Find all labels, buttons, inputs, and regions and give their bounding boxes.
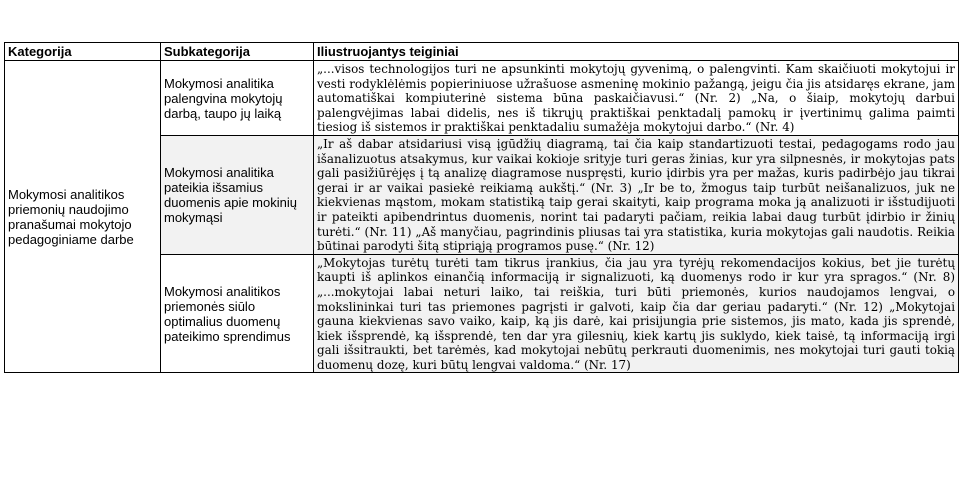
header-category: Kategorija	[5, 43, 161, 61]
table-header-row	[5, 43, 959, 61]
statement-cell: „Mokytojas turėtų turėti tam tikrus įrankius, čia jau yra tyrėjų rekomendacijos kokius, bet jie turėtų kaupti iš aplinkos einančią informaciją ir signalizuoti, ką duomenys rodo ir kur yra spragos.“ (Nr. 8) „...mokytojai labai neturi laiko, tai reiškia, turi būti priemonės, kurios naudojamos lengvai, o mokslininkai turi tas priemones pagrįsti ir galvoti, kaip čia dar geriau padaryti.“ (Nr. 12) „Mokytojai gauna kiekvienas savo vaiko, kaip, ką jis darė, kai prisijungia prie sistemos, jis mato, kada jis sprendė, kiek išsprendė, ką išsprendė, ten dar yra gilesnių, kiek kartų jis suklydo, kiek taisė, tą informaciją irgi gali išsitraukti, bet tarėmės, kad mokytojai nebūtų perkrauti duomenimis, nes mokytojai turi gauti tokią duomenų dozę, kuri būtų lengvai valdoma.“ (Nr. 17)	[314, 254, 959, 373]
statement-cell: „...visos technologijos turi ne apsunkinti mokytojų gyvenimą, o palengvinti. Kam skaičiuoti mokytojui ir vesti rodyklėlėmis popieriniuose užrašuose asmeninę mokinio pažangą, jeigu čia jis atsidaręs ekrane, jam automatiškai kompiuterinė sistema būna paskaičiavusi.“ (Nr. 2) „Na, o šiaip, mokytojų darbui palengvėjimas labai didelis, nes iš tikrųjų praktiškai penktadalį pamokų ir įvertinimų galima paimti tiesiog iš sistemos ir praktiškai penktadaliu sumažėja mokytojui darbo.“ (Nr. 4)	[314, 61, 959, 136]
header-subcategory: Subkategorija	[161, 43, 314, 61]
category-cell: Mokymosi analitikos priemonių naudojimo pranašumai mokytojo pedagoginiame darbe	[5, 61, 161, 373]
subcategory-cell: Mokymosi analitikos priemonės siūlo optimalius duomenų pateikimo sprendimus	[161, 254, 314, 373]
table-row	[5, 61, 959, 136]
subcategory-cell: Mokymosi analitika pateikia išsamius duomenis apie mokinių mokymąsi	[161, 135, 314, 254]
statements-table-container	[4, 42, 958, 373]
header-statements: Iliustruojantys teiginiai	[314, 43, 959, 61]
statements-table	[4, 42, 959, 373]
subcategory-cell: Mokymosi analitika palengvina mokytojų darbą, taupo jų laiką	[161, 61, 314, 136]
statement-cell: „Ir aš dabar atsidariusi visą įgūdžių diagramą, tai čia kaip standartizuoti testai, pedagogams rodo jau išanalizuotus atsakymus, kur vaikai kokioje srityje turi geras žinias, kur yra silpnesnės, ir mokytojas pats gali pasižiūrėjęs į tą analizę diagramose nuspręsti, kurio įdirbis yra per mažas, kuris padirbėjo jau tikrai gerai ir ar vaikai pasiekė reikiamą aukštį.“ (Nr. 3) „Ir be to, žmogus taip turbūt neišanalizuos, juk ne kiekvienas mąstom, mokam statistiką taip gerai skaityti, kaip programa moka ją analizuoti ir išstudijuoti ir pateikti apibendrintus duomenis, norint tai padaryti pačiam, reikia labai daug turbūt įdirbio ir žinių turėti.“ (Nr. 11) „Aš manyčiau, pagrindinis pliusas tai yra statistika, kuria mokytojas gali naudotis. Reikia būtinai parodyti šitą stipriąją programos pusę.“ (Nr. 12)	[314, 135, 959, 254]
